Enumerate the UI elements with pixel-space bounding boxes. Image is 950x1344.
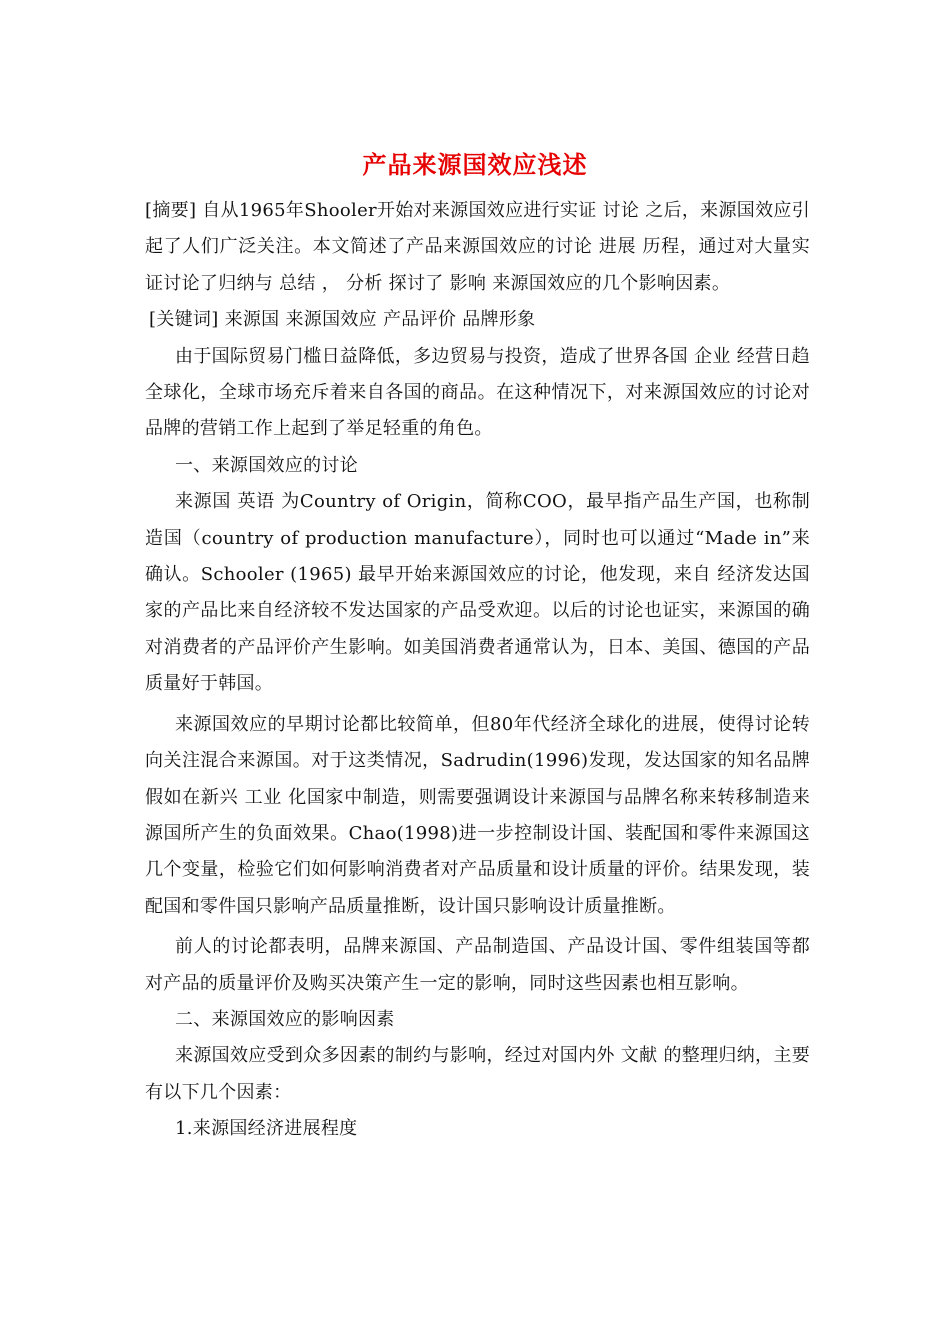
early-research-paragraph: 来源国效应的早期讨论都比较简单，但80年代经济全球化的进展，使得讨论转向关注混合来源国。对于这类情况，Sadrudin(1996)发现，发达国家的知名品牌假如在新兴 工业 化国家中制造，则需要强调设计来源国与品牌名称来转移制造来源国所产生的负面效果。Chao(1998)进一步控制设计国、装配国和零件来源国这几个变量，检验它们如何影响消费者对产品质量和设计质量的评价。结果发现，装配国和零件国只影响产品质量推断，设计国只影响设计质量推断。 [145, 713, 810, 917]
subsection-heading-1: 1.来源国经济进展程度 [175, 1118, 358, 1140]
keywords-line: [关键词] 来源国 来源国效应 产品评价 品牌形象 [149, 309, 536, 331]
intro-paragraph: 由于国际贸易门槛日益降低，多边贸易与投资，造成了世界各国 企业 经营日趋全球化，全球市场充斥着来自各国的商品。在这种情况下，对来源国效应的讨论对品牌的营销工作上起到了举足轻重的角色。 [145, 345, 810, 440]
factors-intro-paragraph: 来源国效应受到众多因素的制约与影响，经过对国内外 文献 的整理归纳，主要有以下几个因素： [145, 1045, 810, 1103]
document-title: 产品来源国效应浅述 [362, 150, 588, 179]
section-heading-2: 二、来源国效应的影响因素 [175, 1008, 395, 1030]
summary-paragraph: 前人的讨论都表明，品牌来源国、产品制造国、产品设计国、零件组装国等都对产品的质量评价及购买决策产生一定的影响，同时这些因素也相互影响。 [145, 936, 810, 994]
abstract-paragraph: [摘要] 自从1965年Shooler开始对来源国效应进行实证 讨论 之后，来源国效应引起了人们广泛关注。本文简述了产品来源国效应的讨论 进展 历程，通过对大量实证讨论了归纳与 总结 ， 分析 探讨了 影响 来源国效应的几个影响因素。 [145, 200, 810, 294]
coo-definition-paragraph: 来源国 英语 为Country of Origin，简称COO，最早指产品生产国，也称制造国（country of production manufacture），同时也可以通过“Made in”来确认。Schooler (1965) 最早开始来源国效应的讨论，他发现，来自 经济发达国家的产品比来自经济较不发达国家的产品受欢迎。以后的讨论也证实，来源国的确对消费者的产品评价产生影响。如美国消费者通常认为，日本、美国、德国的产品质量好于韩国。 [145, 491, 810, 695]
section-heading-1: 一、来源国效应的讨论 [175, 454, 358, 476]
document-body [145, 193, 810, 1148]
